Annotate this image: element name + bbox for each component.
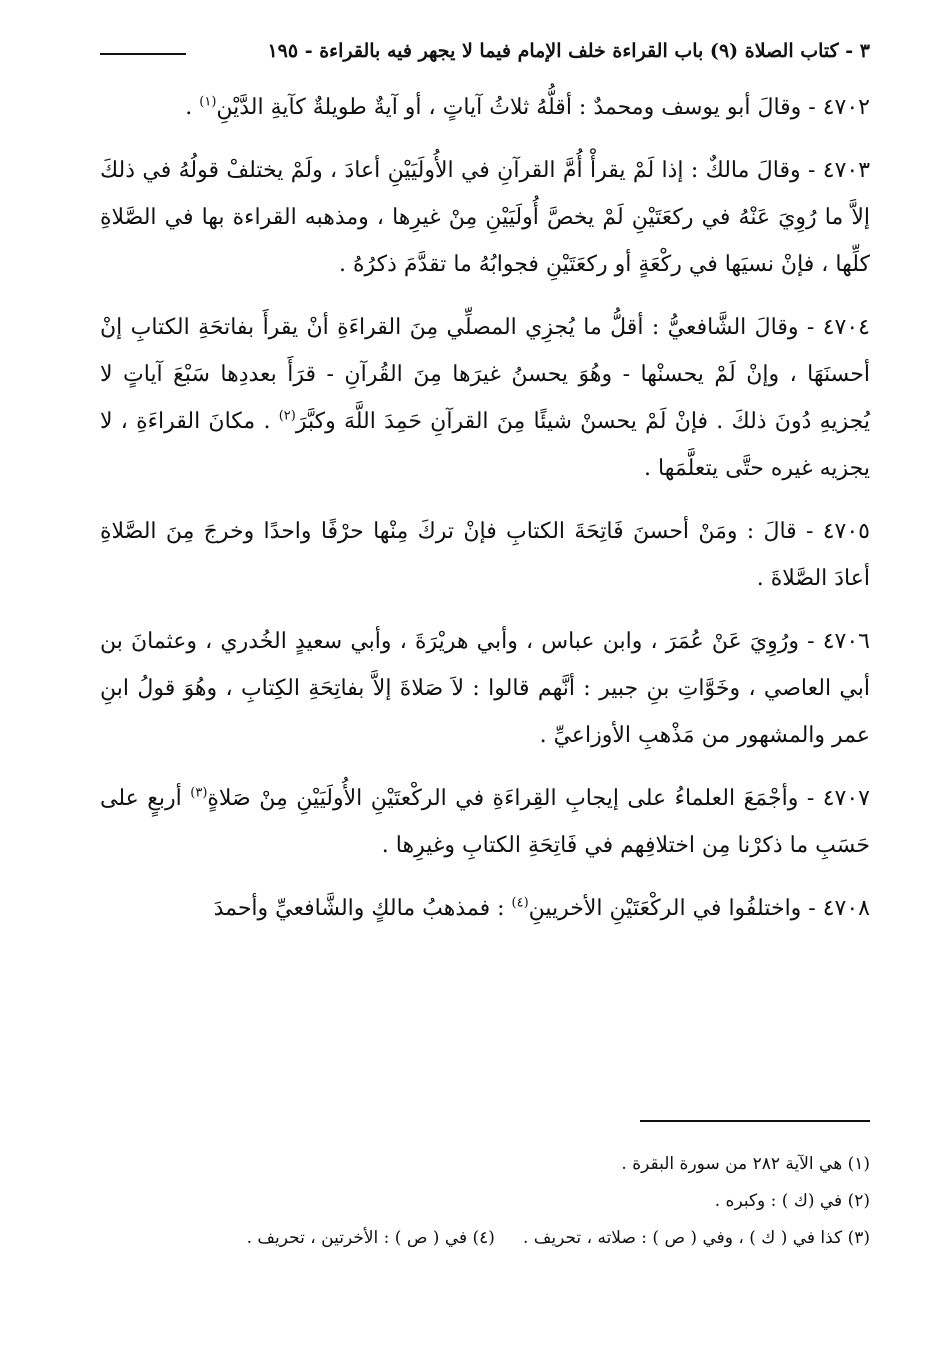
running-header <box>100 36 870 72</box>
paragraph-end: . <box>185 95 200 120</box>
footnote-row-3-4 <box>100 1220 870 1257</box>
footnotes <box>100 1146 870 1257</box>
paragraph-text: ٤٧٠٦ - ورُوِيَ عَنْ عُمَرَ ، وابن عباس ، وأبي هريْرَةَ ، وأبي سعيدٍ الخُدري ، وعثمانَ بن أبي العاصي ، وخَوَّاتِ بنِ جبير : أنَّهم قالوا : لاَ صَلاةَ إلاَّ بفاتِحَةِ الكِتابِ ، وهُوَ قولُ ابنِ عمر والمشهور من مَذْهبِ الأوزاعيِّ . <box>100 629 870 748</box>
paragraph-end: : فمذهبُ مالكٍ والشَّافعيِّ وأحمدَ <box>213 896 512 921</box>
header-title: ٣ - كتاب الصلاة (٩) باب القراءة خلف الإمام فيما لا يجهر فيه بالقراءة - ١٩٥ <box>267 40 870 62</box>
footnote-marker: (٢) <box>278 408 296 424</box>
paragraph-4706 <box>100 618 870 759</box>
footnote-4: (٤) في ( ص ) : الأخرتين ، تحريف . <box>246 1228 495 1248</box>
paragraph-4704 <box>100 304 870 492</box>
footnote-3: (٣) كذا في ( ك ) ، وفي ( ص ) : صلاته ، تحريف . <box>522 1228 870 1248</box>
footnote-marker: (٣) <box>190 785 208 801</box>
paragraph-text: ٤٧٠٨ - واختلفُوا في الركْعَتَيْنِ الأخريينِ <box>528 896 870 921</box>
paragraph-text: ٤٧٠٣ - وقالَ مالكٌ : إذا لَمْ يقرأْ أُمَّ القرآنِ في الأُولَيَيْنِ أعادَ ، ولَمْ يختلفْ قولُهُ في ذلكَ إلاَّ ما رُوِيَ عَنْهُ في ركعَتَيْنِ لَمْ يخصَّ أُولَيَيْنِ مِنْ غيرِها ، ومذهبه القراءة بها في الصَّلاةِ كلِّها ، فإنْ نسيَها في ركْعَةٍ أو ركعَتَيْنِ فجوابُهُ ما تقدَّمَ ذكرُهُ . <box>100 158 871 277</box>
paragraph-text: ٤٧٠٢ - وقالَ أبو يوسف ومحمدٌ : أقلُّهُ ثلاثُ آياتٍ ، أو آيةٌ طويلةٌ كآيةِ الدَّيْنِ <box>216 95 870 120</box>
paragraph-4702 <box>100 84 870 131</box>
paragraph-text: ٤٧٠٧ - وأجْمَعَ العلماءُ على إيجابِ القِراءَةِ في الركْعتَيْنِ الأُولَيَيْنِ مِنْ صَلاةٍ <box>207 786 870 811</box>
paragraph-text: ٤٧٠٤ - وقالَ الشَّافعيُّ : أقلُّ ما يُجزِي المصلِّي مِنَ القراءَةِ أنْ يقرأَ بفاتحَةِ الكتابِ إنْ أحسنَهَا ، وإنْ لَمْ يحسنْها - وهُوَ يحسنُ غيرَها مِنَ القُرآنِ - قرَأَ بعددِها سَبْعَ آياتٍ لا يُجزيهِ دُونَ ذلكَ . فإنْ لَمْ يحسنْ شيئًا مِنَ القرآنِ حَمِدَ اللَّهَ وكبَّرَ <box>100 315 870 434</box>
footnote-1: (١) هي الآية ٢٨٢ من سورة البقرة . <box>621 1154 870 1174</box>
paragraph-4708 <box>100 885 870 932</box>
footnote-2: (٢) في (ك ) : وكبره . <box>714 1191 870 1211</box>
header-rule <box>100 53 186 55</box>
paragraph-4707 <box>100 775 870 869</box>
footnote-separator <box>640 1120 870 1122</box>
paragraph-text: ٤٧٠٥ - قالَ : ومَنْ أحسنَ فَاتِحَةَ الكتابِ فإنْ تركَ مِنْها حرْفًا واحدًا وخرجَ مِنَ الصَّلاةِ أعادَ الصَّلاةَ . <box>100 519 870 591</box>
paragraph-4703 <box>100 147 870 288</box>
footnote-marker: (١) <box>199 94 217 110</box>
paragraph-4705 <box>100 508 870 602</box>
footnote-marker: (٤) <box>511 895 529 911</box>
paragraph-end: أربعٍ على حَسَبِ ما ذكرْنا مِن اختلافِهم في فَاتِحَةِ الكتابِ وغيرِها . <box>100 786 870 858</box>
main-text <box>100 84 870 948</box>
paragraph-end: . مكانَ القراءَةِ ، لا يجزيه غيره حتَّى يتعلَّمَها . <box>100 409 870 481</box>
